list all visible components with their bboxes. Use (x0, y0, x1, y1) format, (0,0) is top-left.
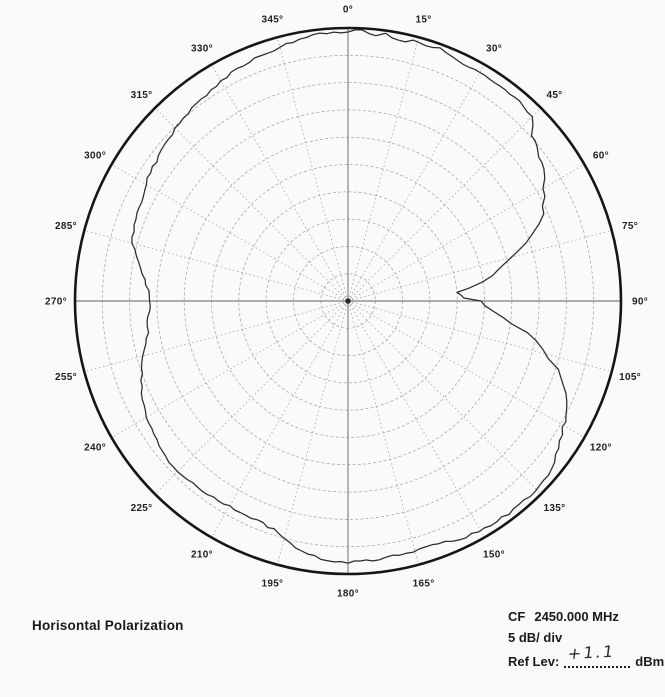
grid-spoke (277, 37, 348, 301)
grid-spoke (348, 230, 612, 301)
grid-spoke (348, 301, 612, 372)
center-dot (345, 298, 351, 304)
angle-label-345: 345° (261, 14, 284, 26)
angle-label-165: 165° (412, 578, 435, 590)
grid-spoke (112, 165, 348, 302)
polarization-label: Horisontal Polarization (32, 618, 184, 633)
angle-label-0: 0° (342, 4, 354, 16)
angle-label-90: 90° (631, 296, 649, 308)
angle-label-105: 105° (619, 372, 641, 384)
angle-label-30: 30° (485, 43, 503, 55)
ref-level-label: Ref Lev: (508, 654, 560, 669)
cf-label: CF (508, 609, 526, 624)
scale-per-division-label: 5 dB/ div (508, 630, 563, 645)
angle-label-60: 60° (592, 150, 609, 162)
angle-label-15: 15° (415, 14, 432, 26)
grid-spoke (155, 108, 348, 301)
angle-label-210: 210° (191, 549, 213, 561)
grid-spoke (212, 301, 349, 537)
angle-label-240: 240° (84, 442, 107, 454)
cf-value: 2450.000 MHz (534, 609, 619, 624)
grid-spoke (212, 65, 349, 301)
angle-label-225: 225° (130, 502, 153, 514)
angle-label-270: 270° (45, 296, 67, 308)
angle-label-195: 195° (261, 578, 284, 590)
angle-label-120: 120° (589, 442, 612, 454)
angle-label-330: 330° (191, 43, 213, 55)
grid-spoke (348, 301, 541, 494)
angle-label-285: 285° (55, 220, 77, 232)
center-frequency-row (508, 609, 619, 624)
grid-spoke (155, 301, 348, 494)
angle-label-300: 300° (84, 150, 107, 162)
ref-level-unit: dBm (635, 654, 665, 669)
grid-spoke (348, 108, 541, 301)
angle-label-135: 135° (543, 502, 566, 514)
grid-spoke (348, 65, 485, 301)
angle-label-150: 150° (483, 549, 505, 561)
angle-label-315: 315° (130, 90, 153, 102)
ref-level-fill-in-line (564, 641, 630, 668)
ref-level-handwritten-value: +1.1 (566, 641, 617, 664)
angle-label-255: 255° (55, 372, 77, 384)
grid-spoke (348, 301, 584, 438)
reference-level-row (508, 641, 665, 669)
angle-label-180: 180° (337, 588, 359, 600)
angle-label-75: 75° (622, 220, 639, 232)
angle-label-45: 45° (546, 90, 563, 102)
